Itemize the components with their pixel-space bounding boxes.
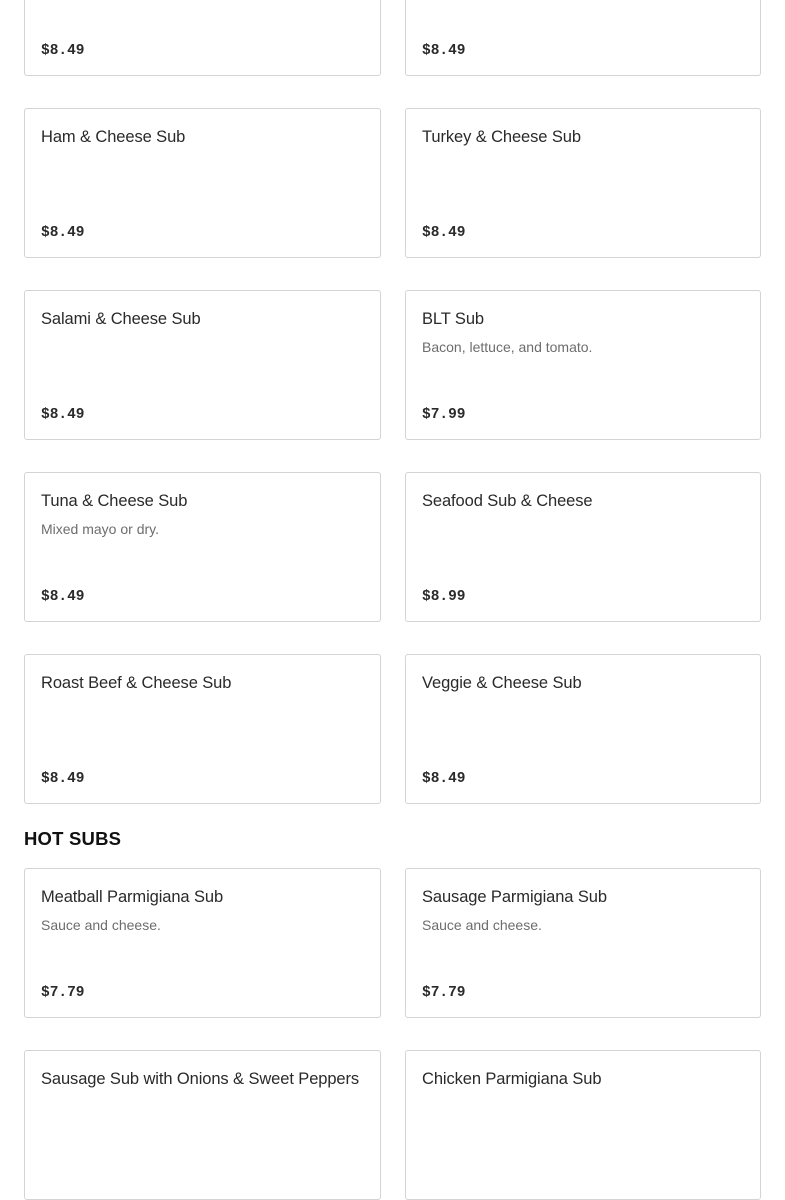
item-price: $8.49 [422,225,466,241]
item-price: $8.49 [41,43,85,59]
item-description: Mixed mayo or dry. [41,521,159,537]
item-description: Sauce and cheese. [41,917,161,933]
menu-item-card[interactable] [405,0,761,76]
item-name: Meatball Parmigiana Sub [41,888,224,906]
item-name: Turkey & Cheese Sub [422,128,581,146]
menu-item-card[interactable] [405,290,761,440]
item-price: $8.99 [422,589,466,605]
menu-item-card[interactable] [24,1050,381,1200]
item-price: $8.49 [422,771,466,787]
item-description: Bacon, lettuce, and tomato. [422,339,593,355]
item-name: Sausage Sub with Onions & Sweet Peppers [41,1070,360,1088]
menu-item-card[interactable] [405,654,761,804]
menu-item-card[interactable] [405,108,761,258]
menu-item-card[interactable] [405,472,761,622]
section-title-hot-subs: HOT SUBS [24,828,122,849]
item-price: $8.49 [41,225,85,241]
menu-item-card[interactable] [24,868,381,1018]
menu-item-card[interactable] [24,290,381,440]
menu-item-card[interactable] [24,0,381,76]
item-price: $8.49 [41,771,85,787]
item-name: Seafood Sub & Cheese [422,492,593,510]
item-description: Sauce and cheese. [422,917,542,933]
item-name: Sausage Parmigiana Sub [422,888,607,906]
menu-item-card[interactable] [405,868,761,1018]
item-name: Salami & Cheese Sub [41,310,201,328]
item-price: $8.49 [422,43,466,59]
item-price: $8.49 [41,589,85,605]
item-name: Tuna & Cheese Sub [41,492,188,510]
item-name: Roast Beef & Cheese Sub [41,674,232,692]
menu-item-card[interactable] [24,108,381,258]
item-name: Ham & Cheese Sub [41,128,186,146]
item-price: $7.79 [41,985,85,1001]
menu-item-card[interactable] [405,1050,761,1200]
item-name: Chicken Parmigiana Sub [422,1070,602,1088]
item-name: BLT Sub [422,310,484,328]
item-price: $7.99 [422,407,466,423]
menu-item-card[interactable] [24,654,381,804]
menu-item-card[interactable] [24,472,381,622]
item-price: $7.79 [422,985,466,1001]
item-price: $8.49 [41,407,85,423]
item-name: Veggie & Cheese Sub [422,674,582,692]
